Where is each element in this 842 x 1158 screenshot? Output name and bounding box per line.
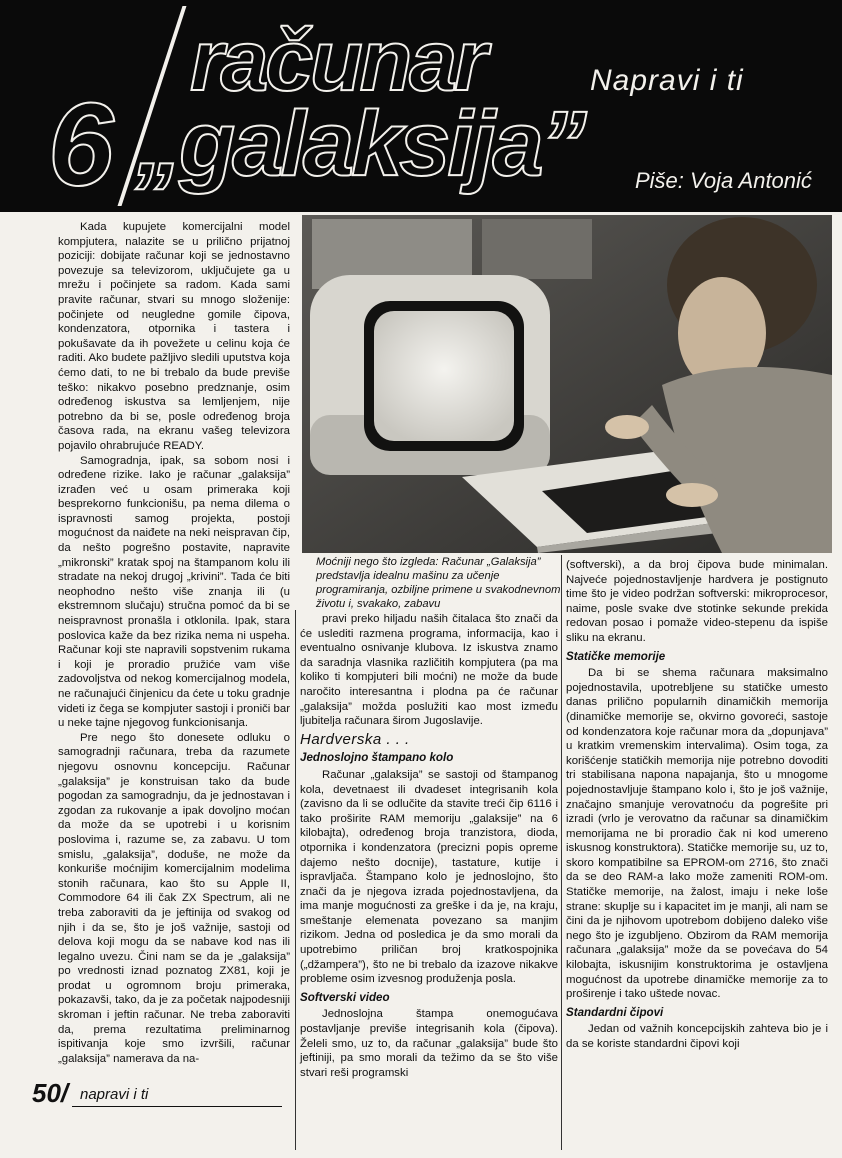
subheading: Jednoslojno štampano kolo <box>300 751 454 765</box>
body-paragraph: Računar „galaksija” se sastoji od štampanog kola, devetnaest ili dvadeset integrisanih kola (zavisno da li se odlučite da stavite treći čip 6116 i tako proširite RAM memoriju „galaksije” na 6 kilobajta), određenog broja tranzistora, dioda, otpornika i kondenzatora (precizni popis opreme dajemo nešto docnije), tastature, kutije i ispravljača. Štampano kolo je jednoslojno, što znači da je njegova izrada pojednostavljena, da ima manje mogućnosti za greške i da je, na kraju, smeštanje elemenata povezano sa manjim rizikom. Jedna od posledica je da smo morali da upotrebimo priličan broj kratkospojnika („džampera”), što ne bi trebalo da izazove nikakve probleme osim izvesnog produženja posla. <box>300 768 558 986</box>
column-divider <box>295 610 296 1150</box>
subheading: Standardni čipovi <box>566 1005 664 1019</box>
body-paragraph: Kada kupujete komercijalni model kompjutera, nalazite se u prilično prijatnoj poziciji: dobijate računar koji se jednostavno povezuje sa televizorom, uključujete ga u mrežu i počinjete sa radom. Kada sami pravite računar, stvari su mnogo složenije: počinjete od neugledne gomile čipova, kondenzatora, otpornika i tastera i pokušavate da ih povežete u celinu koja će raditi. Ako budete pažljivo sledili uputstva koja ćemo dati, to ne bi trebalo da bude previše teško: nikakvo posebno predznanje, osim određenog iskustva sa lemljenjem, nije potrebno da bi se, posle određenog broja časova rada, na ekranu vašeg televizora pojavilo ohrabrujuće READY. <box>58 221 290 452</box>
series-number: 6 <box>48 79 110 211</box>
body-paragraph: pravi preko hiljadu naših čitalaca što znači da će uslediti razmena programa, informacija, kao i eventualno osnivanje klubova. Iz iskustva znamo da saradnja vlasnika različitih kompjutera (pa ma koliko ti kompjuteri bili moćni) ne može da bude naročito interesantna i plodna pa će računar „galaksija” možda poslužiti kao most između ljubitelja računara širom Jugoslavije. <box>300 613 558 728</box>
subheading: Statičke memorije <box>566 649 666 663</box>
footer-section-label: napravi i ti <box>80 1086 149 1103</box>
body-paragraph: Jedan od važnih koncepcijskih zahteva bio je i da se koriste standardni čipovi koji <box>566 1023 828 1050</box>
body-paragraph: (softverski), a da broj čipova bude minimalan. Najveće pojednostavljenje hardvera je postignuto time što je video podržan softverski: mikroprocesor, naime, posle svake dve stotinke sekunde prekida redovan posao i pomaže video-stepenu da ispiše sliku na ekranu. <box>566 559 828 644</box>
author-byline: Piše: Voja Antonić <box>635 168 812 193</box>
page-footer <box>32 1080 282 1110</box>
section-label: Napravi i ti <box>590 64 744 97</box>
title-line-1: računar <box>190 13 485 109</box>
title-line-2: „galaksija” <box>136 93 584 195</box>
footer-rule <box>72 1106 282 1107</box>
subheading: Softverski video <box>300 990 390 1004</box>
body-paragraph: Samogradnja, ipak, sa sobom nosi i određene rizike. Iako je računar „galaksija” izrađen već u osam primeraka koji besprekorno funkcionišu, pa nema dilema o ispravnosti samog projekta, postoji mogućnost da naiđete na neki neispravan čip, da nešto pogrešno postavite, napravite „mikronski” kratak spoj na štampanom kolu ili stradate na nekoj drugoj „krivini”. Tada će biti neophodno nešto više znanja ili (u ekstremnom slučaju) stručna pomoć da bi se neispravnost pronašla i otklonila. Ipak, stara poslovica kaže da bez rizika nema ni uspeha. Računar koji ste napravili sopstvenim rukama i koji je proradio pružiće vam više zadovoljstva od nekog komercijalnog modela, ne računajući činjenicu da ćete u toku gradnje videti iz čega se kompjuter sastoji i proniči bar u neke tajne njegovog funkcionisanja. <box>58 454 290 730</box>
page-number: 50/ <box>32 1078 69 1108</box>
column-divider <box>561 555 562 1150</box>
photo-illustration <box>302 215 832 553</box>
column-1 <box>58 220 290 1066</box>
column-2 <box>300 612 558 1080</box>
article-photo <box>302 215 832 553</box>
section-heading: Hardverska . . . <box>300 730 410 748</box>
column-3 <box>566 558 828 1052</box>
title-banner <box>0 0 842 212</box>
body-paragraph: Da bi se shema računara maksimalno pojednostavila, upotrebljene su statičke umesto danas prilično popularnih dinamičkih memorija (dinamičke memorije se, okvirno govoreći, sastoje od kondenzatora koje računar mora da „dopunjava” u kratkim vremenskim intervalima). Osim toga, za korišćenje statičkih memorija nije potrebno dovoditi tri stabilisana napona napajanja, što u mnogome pojednostavljuje štampano kolo i, što je još važnije, značajno smanjuje verovatnoću da pogrešite pri izradi (vrlo je verovatno da računar sa dinamičkim memorijama ne bi proradio čak ni kod umereno iskusnog konstruktora). Statičke memorije su, uz to, skoro kompatibilne sa EPROM-om 2716, što znači da se deo RAM-a lako može zameniti ROM-om. Statičke memorije, na žalost, imaju i neke loše strane: skuplje su i kapacitet im je manji, ali nam se čini da je njihovom upotrebom dobijeno daleko više nego što je izgubljeno. Obzirom da RAM memorija računara „galaksija” može da se povećava do 54 kilobajta, iskusnijim konstruktorima je ostavljena mogućnost da upotrebe dinamičke memorije za to proširenje i tako uštede novac. <box>566 667 828 1001</box>
body-paragraph: Jednoslojna štampa onemogućava postavljanje previše integrisanih kola (čipova). Želeli smo, uz to, da računar „galaksija” bude što jeftiniji, pa smo morali da težimo da se što više stvari reši programski <box>300 1008 558 1079</box>
body-paragraph: Pre nego što donesete odluku o samogradnji računara, treba da razumete njegovu osnovnu koncepciju. Računar „galaksija” je konstruisan tako da bude pogodan za samogradnju, da je jednostavan i zgodan za rukovanje a ipak dovoljno moćan da može da se upotrebi i u korisnim poslovima i, razume se, za zabavu. U tom smislu, „galaksija”, doduše, ne može da konkuriše moćnijim komercijalnim modelima stonih računara, kao što su Apple II, Commodore 64 ili čak ZX Spectrum, ali ne treba zaboraviti da je jeftinija od svakog od njih i da se, što je još važnije, sastoji od delova koji mogu da se nabave kod nas ili legalno uvezu. Čini nam se da je „galaksija” po vrednosti iznad poznatog ZX81, koji je prodat u ogromnom broju primeraka, pokazavši, tako, da je za početak najpodesniji skroman i jeftin računar. Ne treba zaboraviti da, prema rezultatima preliminarnog ispitivanja koje smo izvršili, računar „galaksija” namerava da na- <box>58 731 290 1065</box>
photo-caption: Moćniji nego što izgleda: Računar „Galaksija” predstavlja idealnu mašinu za učenje programiranja, ozbiljne primene u svakodnevnom životu i, svakako, zabavu <box>316 556 561 610</box>
